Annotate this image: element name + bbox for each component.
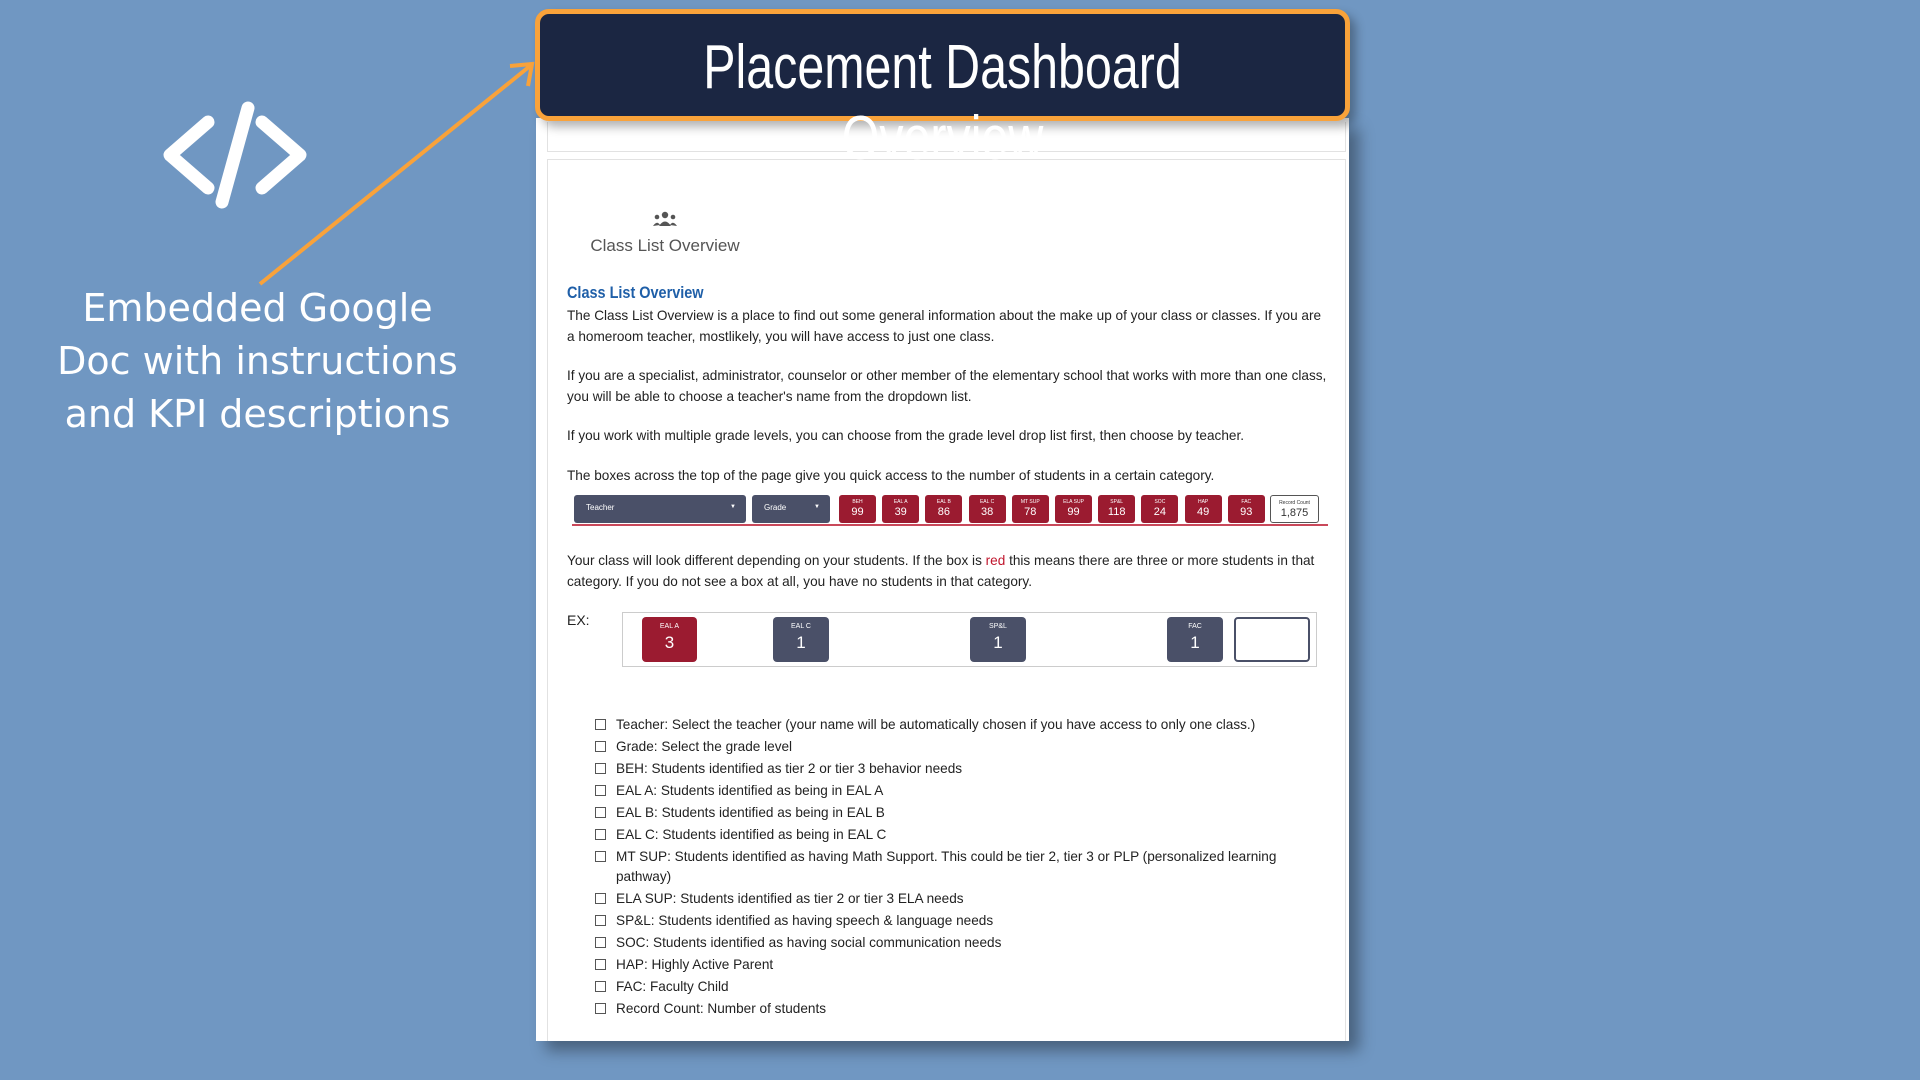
kpi-value: 86 [937,506,951,518]
kpi-label: MT SUP [1020,499,1040,505]
checklist-item [595,758,1325,780]
kpi-box [1185,495,1222,523]
kpi-label: SP&L [1110,499,1124,505]
checkbox[interactable] [595,851,606,862]
teacher-dropdown[interactable] [574,495,746,523]
kpi-value: 3 [664,633,675,652]
checklist-item [595,780,1325,802]
checkbox[interactable] [595,981,606,992]
note-text: this means there are three or more students in that category. If you do not see a box at all, you have no students in that category. [567,553,1315,589]
kpi-value: 93 [1240,506,1253,518]
kpi-label: SOC [1154,499,1166,505]
caption-line: Embedded Google [82,286,433,330]
checklist-text: Grade: Select the grade level [616,739,793,754]
kpi-box [925,495,962,523]
checklist-text: SOC: Students identified as having social communication needs [616,935,1002,950]
page-header [535,9,1350,173]
grade-dropdown-label: Grade [764,503,787,512]
kpi-value: 118 [1107,506,1126,518]
kpi-label: EAL C [979,499,995,505]
checklist-text: EAL C: Students identified as being in EAL C [616,827,887,842]
checkbox[interactable] [595,719,606,730]
checklist-text: BEH: Students identified as tier 2 or tier 3 behavior needs [616,761,963,776]
page-title: Placement Dashboard Overview [703,33,1182,173]
note-text: Your class will look different depending on your students. If the box is [567,553,986,568]
note-paragraph [567,551,1327,592]
kpi-value: 38 [980,506,994,518]
paragraph: If you work with multiple grade levels, you can choose from the grade level drop list first, then choose by teacher. [567,428,1245,443]
kpi-box [1098,495,1135,523]
code-icon [160,100,310,210]
checklist-item [595,976,1325,998]
kpi-label: EAL C [791,623,811,630]
kpi-value: 39 [894,506,907,518]
checklist-text: SP&L: Students identified as having speech & language needs [616,913,994,928]
kpi-label: ELA SUP [1063,499,1084,505]
caption-line: Doc with instructions [57,339,458,383]
checkbox[interactable] [595,937,606,948]
checkbox[interactable] [595,829,606,840]
checkbox[interactable] [595,807,606,818]
checkbox[interactable] [595,763,606,774]
kpi-box [969,495,1006,523]
checklist-item [595,802,1325,824]
kpi-box [1141,495,1178,523]
kpi-label: EAL B [936,499,951,505]
kpi-checklist [595,714,1325,1020]
checklist-item [595,954,1325,976]
paragraph: The Class List Overview is a place to find out some general information about the make up of your class or classes. If you are a homeroom teacher, mostlikely, you will have access to just one class. [567,308,1322,344]
kpi-label: EAL A [893,499,908,505]
kpi-label: BEH [852,499,863,505]
checkbox[interactable] [595,893,606,904]
example-kpi [642,617,697,662]
checkbox[interactable] [595,1003,606,1014]
doc-heading: Class List Overview [567,283,704,302]
checklist-text: ELA SUP: Students identified as tier 2 or tier 3 ELA needs [616,891,964,906]
checklist-text: MT SUP: Students identified as having Math Support. This could be tier 2, tier 3 or PLP (personalized learning pathway) [616,849,1277,884]
checklist-item [595,998,1325,1020]
grade-dropdown[interactable] [752,495,830,523]
kpi-value: 78 [1024,506,1037,518]
people-icon [652,210,678,228]
checklist-text: EAL A: Students identified as being in EAL A [616,783,884,798]
example-kpi [970,617,1026,662]
chevron-down-icon: ▼ [814,504,820,510]
checkbox[interactable] [595,959,606,970]
checklist-text: EAL B: Students identified as being in EAL B [616,805,885,820]
checklist-item [595,736,1325,758]
kpi-label: FAC [1188,623,1202,630]
paragraph: If you are a specialist, administrator, counselor or other member of the elementary school that works with more than one class, you will be able to choose a teacher's name from the dropdown list. [567,368,1327,404]
kpi-label: Record Count [1279,500,1310,506]
note-red-word: red [985,553,1006,568]
checkbox[interactable] [595,915,606,926]
example-label: EX: [567,612,590,628]
kpi-label: EAL A [659,623,680,630]
teacher-dropdown-label: Teacher [586,503,615,512]
paragraph: The boxes across the top of the page give you quick access to the number of students in a certain category. [567,468,1215,483]
kpi-box [839,495,876,523]
kpi-label: FAC [1241,499,1252,505]
kpi-record-count [1270,495,1319,523]
kpi-value: 22 [1262,635,1282,654]
kpi-label: SP&L [989,623,1007,630]
checklist-text: FAC: Faculty Child [616,979,729,994]
checklist-text: Record Count: Number of students [616,1001,827,1016]
divider [572,524,1328,526]
left-caption [40,282,475,441]
checkbox[interactable] [595,785,606,796]
kpi-value: 1 [993,633,1003,652]
example-record-count [1234,617,1310,662]
kpi-value: 99 [1067,506,1080,518]
kpi-value: 49 [1196,506,1210,518]
kpi-box [1012,495,1049,523]
kpi-value: 1,875 [1280,507,1309,519]
checklist-item [595,824,1325,846]
kpi-box [1228,495,1265,523]
kpi-box [1055,495,1092,523]
checklist-item [595,910,1325,932]
kpi-label: Record Count [1250,625,1294,632]
kpi-label: HAP [1197,499,1209,505]
checklist-item [595,846,1325,888]
kpi-box [882,495,919,523]
chevron-down-icon: ▼ [730,504,736,510]
kpi-value: 99 [851,506,864,518]
checklist-text: HAP: Highly Active Parent [616,957,774,972]
kpi-value: 1 [796,633,806,652]
caption-line: and KPI descriptions [64,392,451,436]
example-kpi [773,617,829,662]
checkbox[interactable] [595,741,606,752]
kpi-value: 1 [1190,633,1200,652]
kpi-value: 24 [1153,506,1167,518]
checklist-item [595,714,1325,736]
example-kpi [1167,617,1223,662]
checklist-item [595,932,1325,954]
checklist-text: Teacher: Select the teacher (your name will be automatically chosen if you have access to only one class.) [616,717,1256,732]
checklist-item [595,888,1325,910]
card-title: Class List Overview [590,236,740,255]
